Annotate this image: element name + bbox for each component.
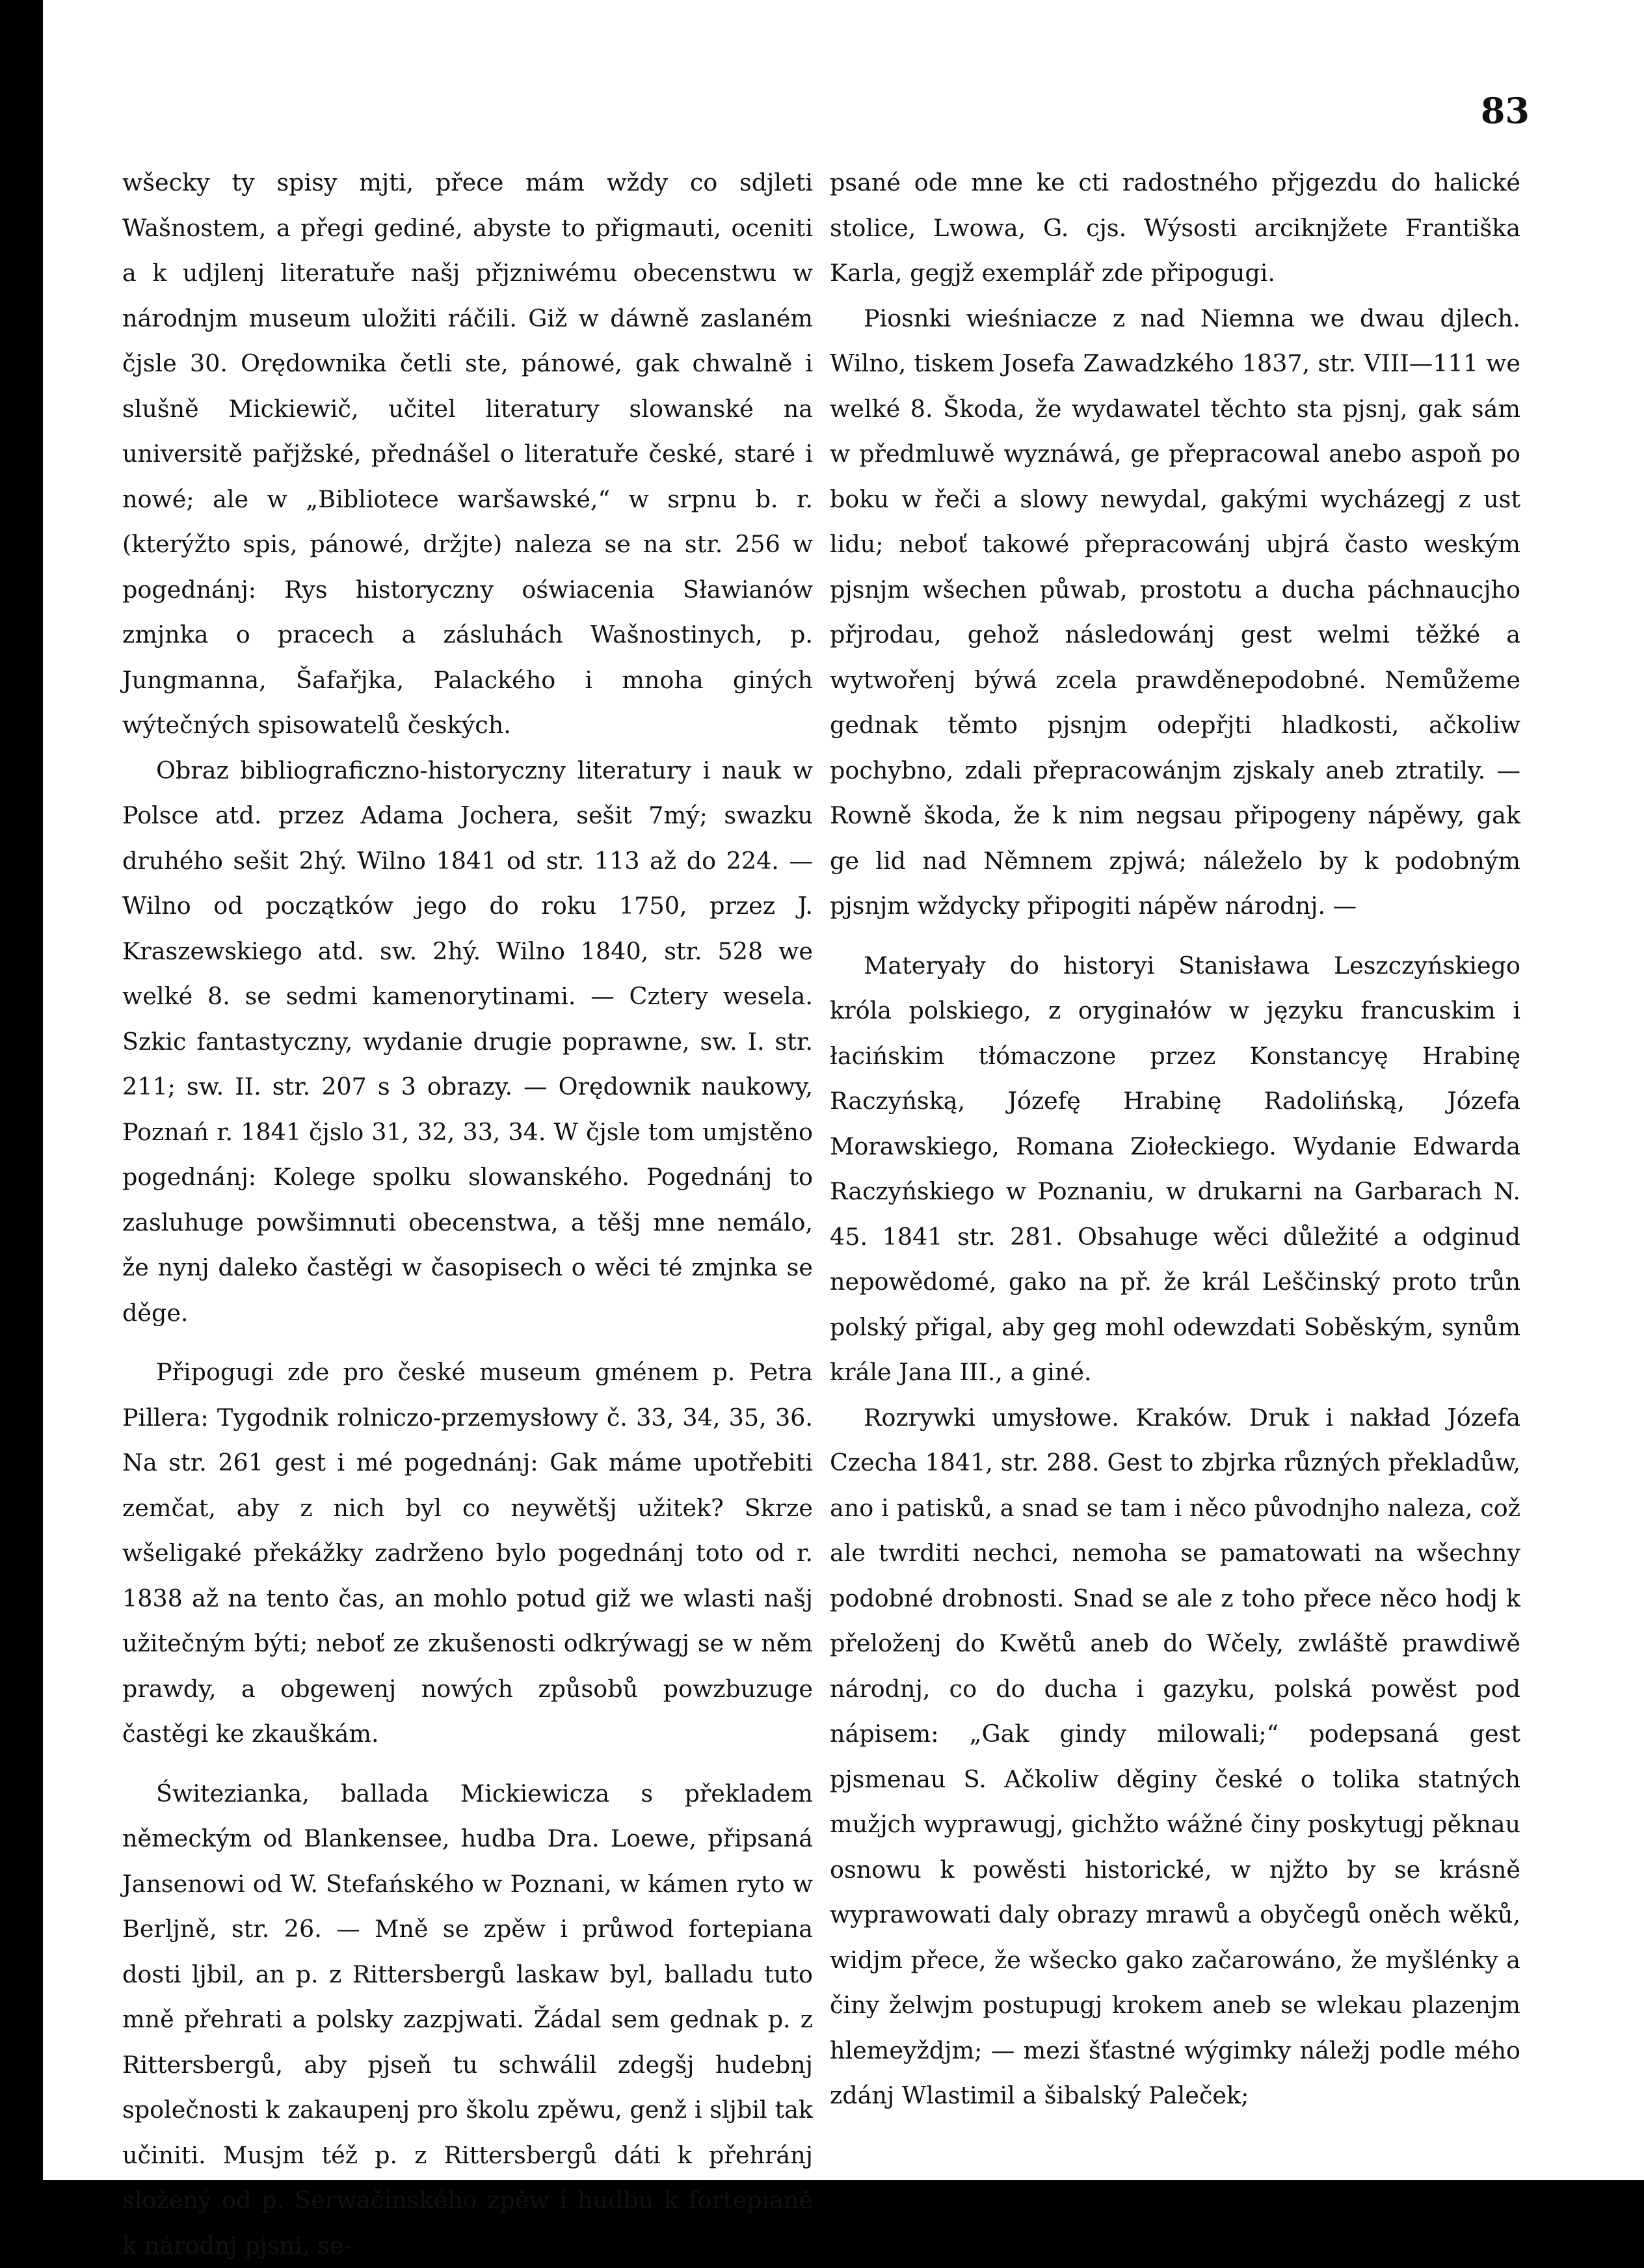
- paragraph: wšecky ty spisy mjti, přece mám wždy co sdjleti Wašnostem, a přegi gediné, abyste to přigmauti, oceniti a k udjlenj literatuře našj přjzniwému obecenstwu w národnjm museum uložiti ráčili. Giž w dáwně zaslaném čjsle 30. Orędownika četli ste, pánowé, gak chwalně i slušně Mickiewič, učitel literatury slowanské na universitě pařjžské, přednášel o literatuře české, staré i nowé; ale w „Bibliotece waršawské,“ w srpnu b. r. (kterýžto spis, pánowé, držjte) naleza se na str. 256 w pogednánj: Rys historyczny oświacenia Sławianów zmjnka o pracech a zásluhách Wašnostinych, p. Jungmanna, Šafařjka, Palackého i mnoha giných wýtečných spisowatelů českých.: [122, 160, 813, 748]
- paragraph: Obraz bibliograficzno-historyczny literatury i nauk w Polsce atd. przez Adama Jochera, sešit 7mý; swazku druhého sešit 2hý. Wilno 1841 od str. 113 až do 224. — Wilno od początków jego do roku 1750, przez J. Kraszewskiego atd. sw. 2hý. Wilno 1840, str. 528 we welké 8. se sedmi kamenorytinami. — Cztery wesela. Szkic fantastyczny, wydanie drugie poprawne, sw. I. str. 211; sw. II. str. 207 s 3 obrazy. — Orędownik naukowy, Poznań r. 1841 čjslo 31, 32, 33, 34. W čjsle tom umjstěno pogednánj: Kolege spolku slowanského. Pogednánj to zasluhuge powšimnuti obecenstwa, a těšj mne nemálo, že nynj daleko častěgi w časopisech o wěci té zmjnka se děge.: [122, 748, 813, 1336]
- paragraph: Świtezianka, ballada Mickiewicza s překladem německým od Blankensee, hudba Dra. Loewe, připsaná Jansenowi od W. Stefańského w Poznani, w kámen ryto w Berljně, str. 26. — Mně se zpěw i průwod fortepiana dosti ljbil, an p. z Rittersbergů laskaw byl, balladu tuto mně přehrati a polsky zazpjwati. Žádal sem gednak p. z Rittersbergů, aby pjseň tu schwálil zdegšj hudebnj společnosti k zakaupenj pro školu zpěwu, genž i sljbil tak učiniti. Musjm též p. z Rittersbergů dáti k přehránj složený od p. Serwačinského zpěw i hudbu k fortepianě k národnj pjsni, se-: [122, 1771, 813, 2268]
- paragraph: Piosnki wieśniacze z nad Niemna we dwau djlech. Wilno, tiskem Josefa Zawadzkého 1837, str. VIII—111 we welké 8. Škoda, že wydawatel těchto sta pjsnj, gak sám w předmluwě wyznáwá, ge přepracowal anebo aspoň po boku w řeči a slowy newydal, gakými wycházegj z ust lidu; neboť takowé přepracowánj ubjrá často weským pjsnjm wšechen půwab, prostotu a ducha páchnaucjho přjrodau, gehož následowánj gest welmi těžké a wytwořenj býwá zcela prawděnepodobné. Nemůžeme gednak těmto pjsnjm odepřjti hladkosti, ačkoliw pochybno, zdali přepracowánjm zjskaly aneb ztratily. — Rowně škoda, že k nim negsau připogeny nápěwy, gak ge lid nad Němnem zpjwá; náleželo by k podobným pjsnjm wždycky připogiti nápěw národnj. —: [830, 296, 1520, 929]
- book-page: [43, 0, 1644, 2180]
- paragraph: psané ode mne ke cti radostného přjgezdu do halické stolice, Lwowa, G. cjs. Wýsosti arciknjžete Františka Karla, gegjž exemplář zde připogugi.: [830, 160, 1520, 296]
- paragraph: Připogugi zde pro české museum gménem p. Petra Pillera: Tygodnik rolniczo-przemysłowy č. 33, 34, 35, 36. Na str. 261 gest i mé pogednánj: Gak máme upotřebiti zemčat, aby z nich byl co neywětšj užitek? Skrze wšeligaké překážky zadrženo bylo pogednánj toto od r. 1838 až na tento čas, an mohlo potud giž we wlasti našj užitečným býti; neboť ze zkušenosti odkrýwagj se w něm prawdy, a obgewenj nowých způsobů powzbuzuge častěgi ke zkauškám.: [122, 1350, 813, 1757]
- page-number: 83: [1481, 90, 1530, 131]
- left-column: [122, 160, 813, 2268]
- paragraph: Rozrywki umysłowe. Kraków. Druk i nakład Józefa Czecha 1841, str. 288. Gest to zbjrka různých překladůw, ano i patisků, a snad se tam i něco původnjho naleza, což ale twrditi nechci, nemoha se pamatowati na wšechny podobné drobnosti. Snad se ale z toho přece něco hodj k přeloženj do Kwětů aneb do Wčely, zwláště prawdiwě národnj, co do ducha i gazyku, polská powěst pod nápisem: „Gak gindy milowali;“ podepsaná gest pjsmenau S. Ačkoliw děginy české o tolika statných mužjch wyprawugj, gichžto wážné činy poskytugj pěknau osnowu k powěsti historické, w njžto by se krásně wyprawowati daly obrazy mrawů a obyčegů oněch wěků, widjm přece, že wšecko gako začarowáno, že myšlénky a činy želwjm postupugj krokem aneb se wlekau plazenjm hlemeyždjm; — mezi šťastné wýgimky náležj podle mého zdánj Wlastimil a šibalský Paleček;: [830, 1395, 1520, 2118]
- paragraph: Materyały do historyi Stanisława Leszczyńskiego króla polskiego, z oryginałów w języku francuskim i łacińskim tłómaczone przez Konstancyę Hrabinę Raczyńską, Józefę Hrabinę Radolińską, Józefa Morawskiego, Romana Ziołeckiego. Wydanie Edwarda Raczyńskiego w Poznaniu, w drukarni na Garbarach N. 45. 1841 str. 281. Obsahuge wěci důležité a odginud nepowědomé, gako na př. že král Leščinský proto trůn polský přigal, aby geg mohl odewzdati Soběským, synům krále Jana III., a giné.: [830, 943, 1520, 1395]
- right-column: [830, 160, 1520, 2118]
